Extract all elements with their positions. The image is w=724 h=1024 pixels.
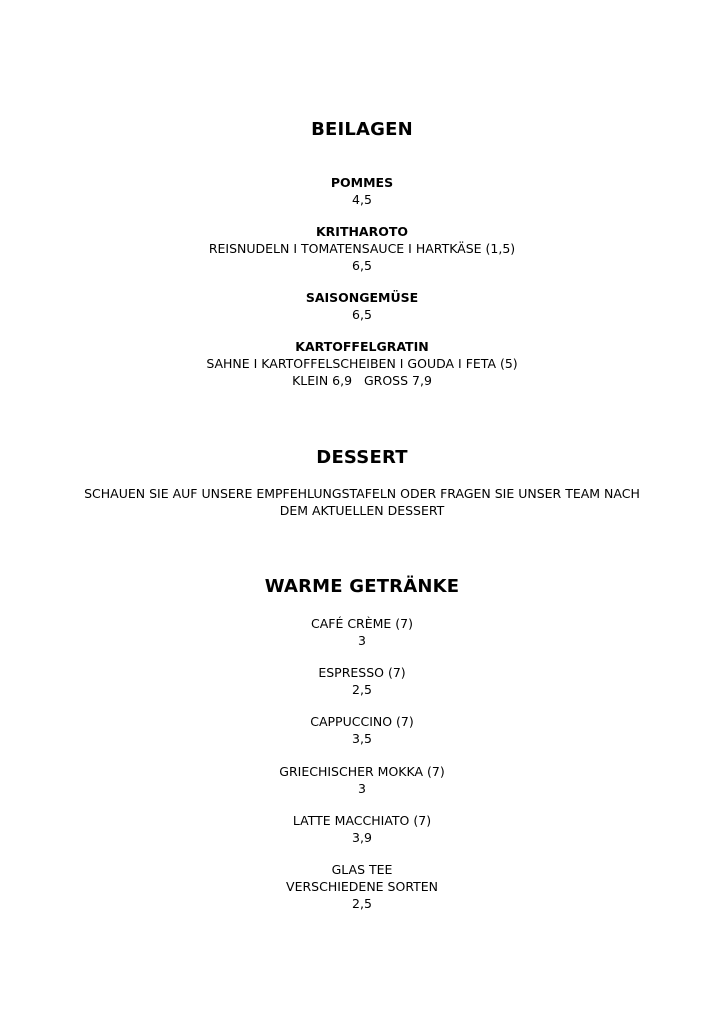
item-name: POMMES <box>330 175 394 190</box>
item-price: KLEIN 6,9 GROSS 7,9 <box>292 373 432 388</box>
section-title-dessert: DESSERT <box>316 447 408 468</box>
menu-item-kartoffelgratin <box>0 338 724 389</box>
item-price: 4,5 <box>352 192 372 207</box>
menu-item-latte-macchiato <box>0 812 724 846</box>
item-price: 6,5 <box>352 307 372 322</box>
item-name: CAPPUCCINO (7) <box>310 714 414 729</box>
item-price: 6,5 <box>352 258 372 273</box>
menu-item-saisongemuese <box>0 289 724 323</box>
item-description: REISNUDELN I TOMATENSAUCE I HARTKÄSE (1,5) <box>208 241 516 256</box>
menu-item-cappuccino <box>0 713 724 747</box>
item-name: CAFÉ CRÈME (7) <box>310 616 413 631</box>
item-price: 2,5 <box>352 896 372 911</box>
menu-item-glas-tee <box>0 861 724 912</box>
item-name: KARTOFFELGRATIN <box>295 339 429 354</box>
dessert-text <box>0 485 724 519</box>
item-name: SAISONGEMÜSE <box>305 290 419 305</box>
item-name: LATTE MACCHIATO (7) <box>292 813 432 828</box>
item-price: 3 <box>358 781 366 796</box>
menu-item-griechischer-mokka <box>0 763 724 797</box>
item-name: GLAS TEE <box>331 862 393 877</box>
item-name: ESPRESSO (7) <box>318 665 406 680</box>
item-description: SAHNE I KARTOFFELSCHEIBEN I GOUDA I FETA (5) <box>206 356 518 371</box>
item-description: VERSCHIEDENE SORTEN <box>286 879 438 894</box>
section-title-warme-getraenke: WARME GETRÄNKE <box>264 576 460 597</box>
item-price: 3,5 <box>352 731 372 746</box>
item-price: 2,5 <box>352 682 372 697</box>
dessert-text-line: DEM AKTUELLEN DESSERT <box>279 503 445 518</box>
dessert-text-line: SCHAUEN SIE AUF UNSERE EMPFEHLUNGSTAFELN ODER FRAGEN SIE UNSER TEAM NACH <box>84 486 640 501</box>
menu-item-kritharoto <box>0 223 724 274</box>
item-name: GRIECHISCHER MOKKA (7) <box>279 764 445 779</box>
menu-item-pommes <box>0 174 724 208</box>
section-title-beilagen: BEILAGEN <box>311 119 413 140</box>
item-name: KRITHAROTO <box>315 224 409 239</box>
menu-item-cafe-creme <box>0 615 724 649</box>
item-price: 3 <box>358 633 366 648</box>
item-price: 3,9 <box>352 830 372 845</box>
menu-item-espresso <box>0 664 724 698</box>
